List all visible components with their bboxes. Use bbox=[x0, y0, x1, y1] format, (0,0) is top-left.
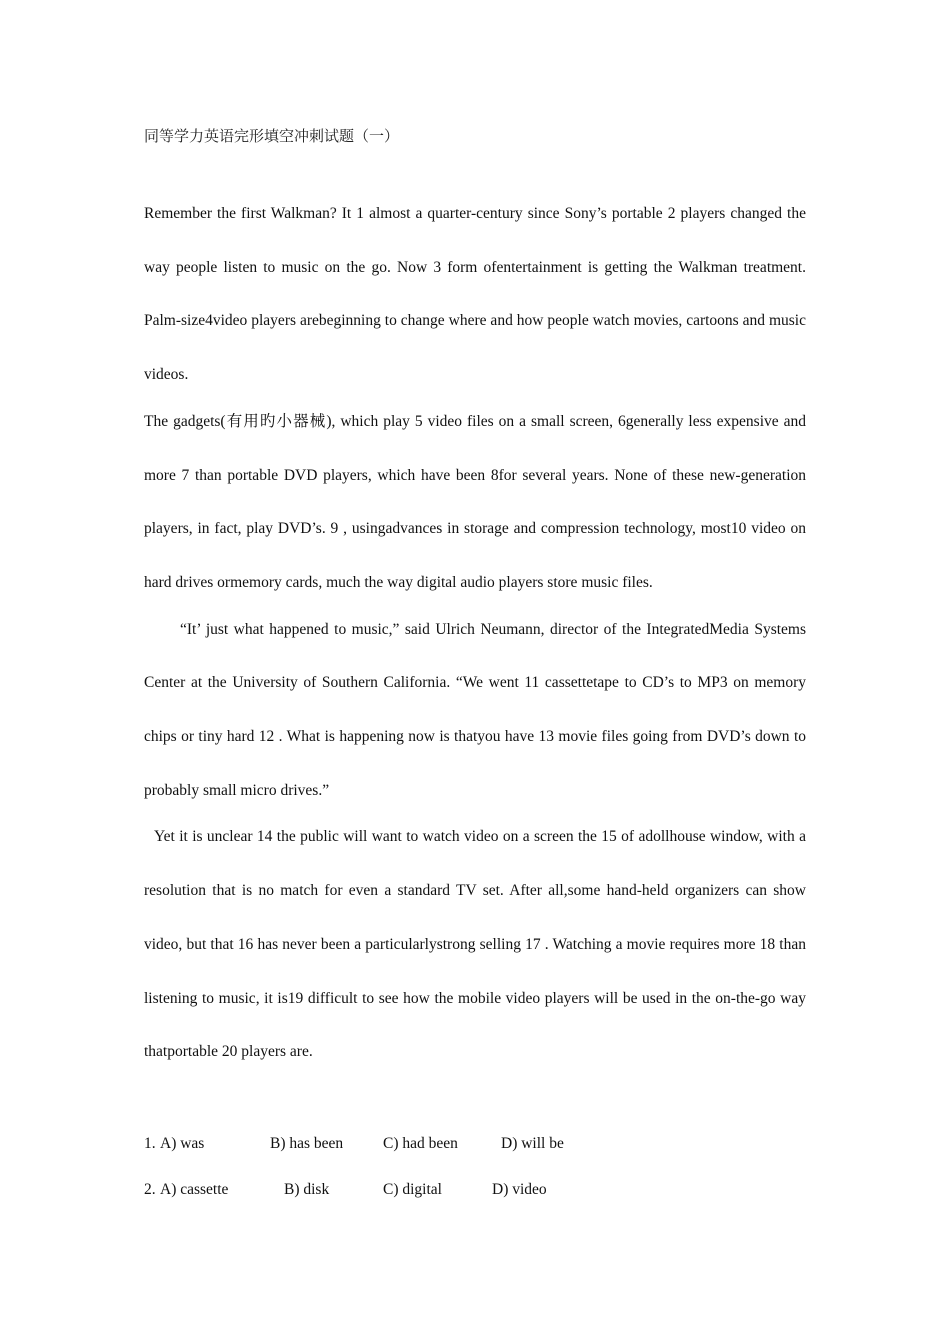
option-d: D) video bbox=[492, 1181, 547, 1198]
option-a: A) cassette bbox=[160, 1181, 229, 1198]
paragraph-3: “It’ just what happened to music,” said Ulrich Neumann, director of the IntegratedMedia Systems Center at the University of Southern California. “We went 11 cassettetape to CD’s to MP3 on memory chips or tiny hard 12 . What is happening now is thatyou have 13 movie files going from DVD’s down to probably small micro drives.” bbox=[144, 620, 806, 799]
option-b: B) disk bbox=[284, 1181, 330, 1198]
page-title: 同等学力英语完形填空冲刺试题（一） bbox=[144, 129, 400, 145]
paragraph-2: The gadgets(有用旳小器械), which play 5 video files on a small screen, 6generally less expensive and more 7 than portable DVD players, which have been 8for several years. None of these new-generation players, in fact, play DVD’s. 9 , usingadvances in storage and compression technology, most10 video on hard drives ormemory cards, much the way digital audio players store music files. bbox=[144, 412, 806, 591]
passage bbox=[144, 187, 806, 1079]
option-a: A) was bbox=[160, 1135, 205, 1152]
question-number: 1. bbox=[144, 1135, 156, 1152]
paragraph-1: Remember the first Walkman? It 1 almost a quarter-century since Sony’s portable 2 players changed the way people listen to music on the go. Now 3 form ofentertainment is getting the Walkman treatment. Palm-size4video players arebeginning to change where and how people watch movies, cartoons and music videos. bbox=[144, 205, 806, 384]
paragraph-4: Yet it is unclear 14 the public will want to watch video on a screen the 15 of adollhouse window, with a resolution that is no match for even a standard TV set. After all,some hand-held organizers can show video, but that 16 has never been a particularlystrong selling 17 . Watching a movie requires more 18 than listening to music, it is19 difficult to see how the mobile video players will be used in the on-the-go way thatportable 20 players are. bbox=[144, 828, 806, 1061]
question-number: 2. bbox=[144, 1181, 156, 1198]
option-c: C) digital bbox=[383, 1181, 442, 1198]
option-c: C) had been bbox=[383, 1135, 458, 1152]
option-b: B) has been bbox=[270, 1135, 344, 1152]
option-d: D) will be bbox=[501, 1135, 564, 1152]
